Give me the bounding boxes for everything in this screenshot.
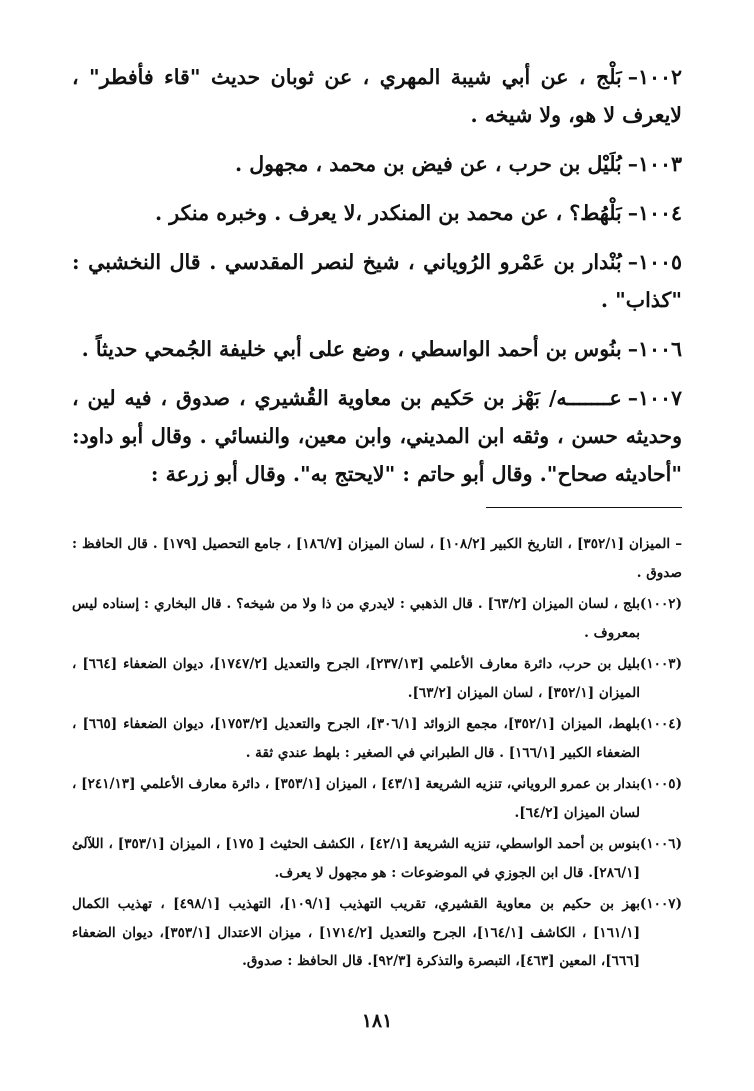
footnote-number: (١٠٠٥) (639, 776, 682, 792)
entry-number: ١٠٠٢– (627, 65, 682, 89)
footnote-1004 (72, 710, 682, 767)
footnote-text: بلهط، الميزان [٣٥٢/١]، مجمع الزوائد [٣٠٦/١]، الجرح والتعديل [١٧٥٣/٢]، ديوان الضعفاء [٦٦٥] ، الضعفاء الكبير [١٦٦/١] . قال الطبراني في الصغير : بلهط عندي ثقة . (72, 716, 640, 761)
entry-1004 (72, 194, 682, 232)
entry-text: بُنْدار بن عَمْرو الرُوياني ، شيخ لنصر المقدسي . قال النخشبي : "كذاب" . (72, 250, 682, 312)
entry-text: بُلَيْل بن حرب ، عن فيض بن محمد ، مجهول . (234, 152, 622, 176)
entry-number: ١٠٠٤– (627, 201, 682, 225)
entry-number: ١٠٠٦– (627, 337, 682, 361)
entry-text: بَلْج ، عن أبي شيبة المهري ، عن ثوبان حديث "قاء فأفطر" ، لايعرف لا هو، ولا شيخه . (72, 65, 682, 127)
footnote-text: بليل بن حرب، دائرة معارف الأعلمي [٢٣٧/١٣]، الجرح والتعديل [١٧٤٧/٢]، ديوان الضعفاء [٦٦٤] ، الميزان [٣٥٢/١] ، لسان الميزان [٦٣/٢]. (72, 656, 640, 701)
footnote-number: (١٠٠٤) (639, 716, 682, 732)
footnote-text: – الميزان [٣٥٢/١] ، التاريخ الكبير [١٠٨/٢] ، لسان الميزان [١٨٦/٧] ، جامع التحصيل [١٧٩] . قال الحافظ : صدوق . (72, 536, 682, 581)
footnote-1003 (72, 650, 682, 707)
footnote-number: (١٠٠٣) (639, 656, 682, 672)
footnote-text: بنوس بن أحمد الواسطي، تنزيه الشريعة [٤٢/١] ، الكشف الحثيث [ ١٧٥] ، الميزان [٣٥٣/١] ، اللآلئ [٢٨٦/١]. قال ابن الجوزي في الموضوعات : هو مجهول لا يعرف. (72, 836, 640, 881)
entry-text: عـــــــه/ بَهْز بن حَكيم بن معاوية القُشيري ، صدوق ، فيه لين ، وحديثه حسن ، وثقه ابن المديني، وابن معين، والنسائي . وقال أبو داود: "أحاديثه صحاح". وقال أبو حاتم : "لايحتج به". وقال أبو زرعة : (72, 386, 682, 486)
entry-1002 (72, 58, 682, 134)
entry-1006 (72, 330, 682, 368)
page-number: ١٨١ (361, 1010, 393, 1032)
footnote-divider (486, 507, 682, 508)
footnote-text: بندار بن عمرو الروياني، تنزيه الشريعة [٤٣/١] ، الميزان [٣٥٣/١] ، دائرة معارف الأعلمي [٢٤١/١٣] ، لسان الميزان [٦٤/٢]. (72, 776, 640, 821)
main-text (72, 58, 682, 493)
footnote-text: بهز بن حكيم بن معاوية القشيري، تقريب التهذيب [١٠٩/١]، التهذيب [٤٩٨/١] ، تهذيب الكمال [١٦١/١] ، الكاشف [١٦٤/١]، الجرح والتعديل [١٧١٤/٢] ، ميزان الاعتدال [٣٥٣/١]، ديوان الضعفاء [٦٦٦]، المعين [٤٦٣]، التبصرة والتذكرة [٩٢/٣]. قال الحافظ : صدوق. (72, 896, 641, 969)
footnote-number: (١٠٠٦) (639, 836, 682, 852)
footnote-number: (١٠٠٢) (639, 596, 682, 612)
footnote-number: (١٠٠٧) (639, 896, 682, 912)
footnote-1002 (72, 590, 682, 647)
entry-1005 (72, 243, 682, 319)
footnote-1005 (72, 770, 682, 827)
entry-1003 (72, 145, 682, 183)
footnote-1007 (72, 890, 682, 976)
entry-1007 (72, 379, 682, 493)
entry-number: ١٠٠٣– (627, 152, 682, 176)
footnote-1006 (72, 830, 682, 887)
footnote-continuation (72, 530, 682, 587)
entry-number: ١٠٠٥– (627, 250, 682, 274)
entry-number: ١٠٠٧– (627, 386, 682, 410)
footnote-text: بلج ، لسان الميزان [٦٣/٢] . قال الذهبي : لايدري من ذا ولا من شيخه؟ . قال البخاري : إسناده ليس بمعروف . (72, 596, 641, 641)
footnotes (72, 530, 682, 976)
entry-text: بنُوس بن أحمد الواسطي ، وضع على أبي خليفة الجُمحي حديثاً . (81, 337, 622, 361)
page-body (72, 58, 682, 979)
entry-text: بَلْهُط؟ ، عن محمد بن المنكدر ،لا يعرف . وخبره منكر . (155, 201, 622, 225)
